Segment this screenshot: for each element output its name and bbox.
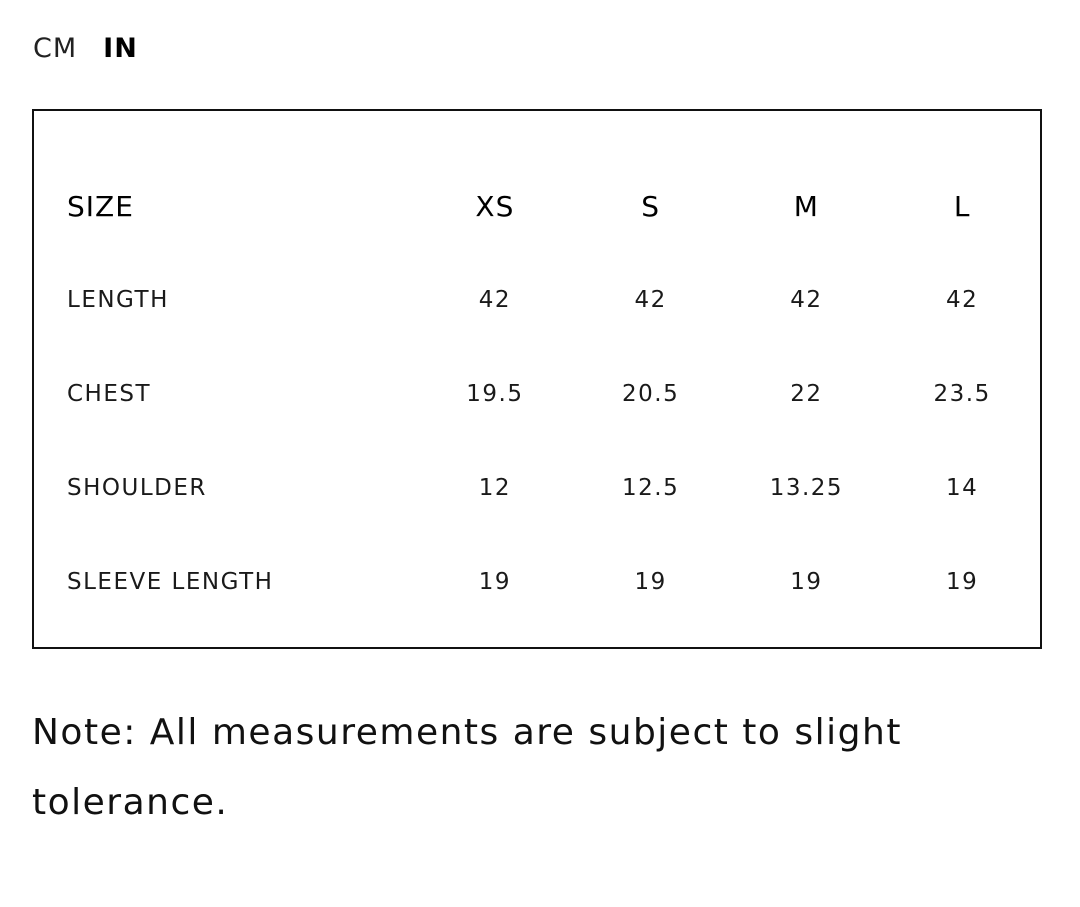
unit-toggle xyxy=(33,32,138,66)
table-cell: 20.5 xyxy=(622,381,680,407)
unit-option-in[interactable]: IN xyxy=(103,33,138,64)
table-header-row xyxy=(34,111,1040,253)
table-row xyxy=(34,535,1040,629)
header-l: L xyxy=(953,189,971,223)
table-cell: 12.5 xyxy=(622,475,680,501)
table-cell: 22 xyxy=(790,381,823,407)
table-cell: 19 xyxy=(634,569,667,595)
table-cell: 19 xyxy=(945,569,979,595)
size-table xyxy=(34,111,1040,629)
table-row xyxy=(34,347,1040,441)
row-label: LENGTH xyxy=(67,287,169,313)
table-row xyxy=(34,253,1040,347)
size-chart-table xyxy=(32,109,1042,649)
table-cell: 19.5 xyxy=(466,381,524,407)
table-cell: 12 xyxy=(478,475,512,501)
row-label: CHEST xyxy=(67,381,152,407)
header-s: S xyxy=(641,189,661,223)
header-size: SIZE xyxy=(67,189,134,223)
table-cell: 42 xyxy=(945,287,979,313)
table-cell: 42 xyxy=(790,287,823,313)
header-xs: XS xyxy=(475,189,515,223)
table-cell: 13.25 xyxy=(769,475,844,501)
table-row xyxy=(34,441,1040,535)
table-cell: 19 xyxy=(478,569,512,595)
measurement-note: Note: All measurements are subject to slight tolerance. xyxy=(32,712,902,823)
row-label: SHOULDER xyxy=(67,475,207,501)
table-cell: 14 xyxy=(945,475,979,501)
unit-option-cm[interactable]: CM xyxy=(33,33,78,64)
table-cell: 42 xyxy=(634,287,667,313)
row-label: SLEEVE LENGTH xyxy=(67,569,274,595)
table-cell: 42 xyxy=(478,287,512,313)
header-m: M xyxy=(793,189,819,223)
table-cell: 19 xyxy=(790,569,823,595)
table-cell: 23.5 xyxy=(933,381,991,407)
